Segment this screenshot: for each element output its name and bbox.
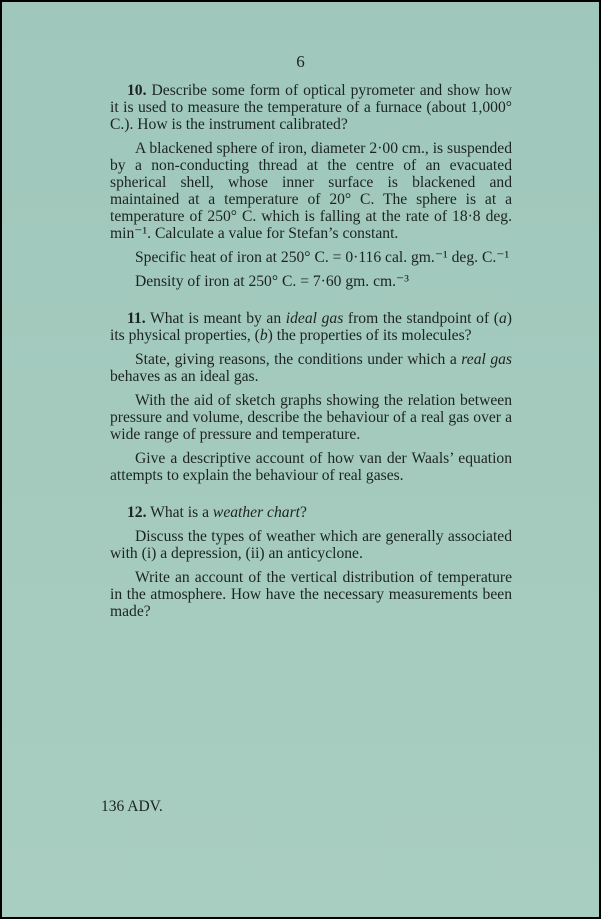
question-11-part-4: Give a descriptive account of how van der Waals’ equation attempts to explain the behaviour of real gases. bbox=[110, 450, 512, 484]
question-10 bbox=[110, 82, 512, 290]
text-run: ) the properties of its molecules? bbox=[267, 327, 472, 344]
question-12 bbox=[110, 504, 512, 620]
emphasis: a bbox=[498, 310, 507, 327]
question-12-part-2: Discuss the types of weather which are generally associated with (i) a depression, (ii) an anticyclone. bbox=[110, 528, 512, 562]
questions bbox=[110, 82, 512, 640]
emphasis: real gas bbox=[461, 351, 512, 368]
text-run: ? bbox=[299, 504, 307, 521]
question-11 bbox=[110, 310, 512, 484]
question-11-part-3: With the aid of sketch graphs showing the relation between pressure and volume, describe the behaviour of a real gas over a wide range of pressure and temperature. bbox=[110, 392, 512, 443]
question-12-part-3: Write an account of the vertical distribution of temperature in the atmosphere. How have the necessary measurements been made? bbox=[110, 569, 512, 620]
exam-page bbox=[2, 2, 599, 917]
emphasis: weather chart bbox=[212, 504, 300, 521]
density-data: Density of iron at 250° C. = 7·60 gm. cm.⁻³ bbox=[135, 273, 409, 290]
text-run: What is a bbox=[150, 504, 213, 521]
question-10-text: Describe some form of optical pyrometer and show how it is used to measure the temperature of a furnace (about 1,000° C.). How is the instrument calibrated? bbox=[110, 82, 512, 133]
text-run: behaves as an ideal gas. bbox=[110, 368, 259, 385]
emphasis: b bbox=[259, 327, 268, 344]
text-run: ) its physical properties, ( bbox=[110, 310, 512, 344]
question-11-intro bbox=[110, 310, 512, 344]
paper-code: 136 ADV. bbox=[101, 798, 163, 815]
text-run: What is meant by an bbox=[150, 310, 286, 327]
emphasis: ideal gas bbox=[285, 310, 344, 327]
text-run: from the standpoint of ( bbox=[343, 310, 499, 327]
specific-heat-data: Specific heat of iron at 250° C. = 0·116 cal. gm.⁻¹ deg. C.⁻¹ bbox=[135, 249, 510, 266]
question-number: 11. bbox=[127, 310, 146, 327]
question-11-part-2 bbox=[110, 351, 512, 385]
question-12-intro bbox=[110, 504, 512, 521]
text-run: State, giving reasons, the conditions under which a bbox=[135, 351, 462, 368]
page-number: 6 bbox=[296, 52, 305, 71]
question-10-problem: A blackened sphere of iron, diameter 2·00 cm., is suspended by a non-conducting thread at the centre of an evacuated spherical shell, whose inner surface is blackened and maintained at a temperature of 20° C. The sphere is at a temperature of 250° C. which is falling at the rate of 18·8 deg. min⁻¹. Calculate a value for Stefan’s constant. bbox=[110, 140, 512, 242]
question-number: 12. bbox=[127, 504, 147, 521]
question-number: 10. bbox=[127, 82, 147, 99]
question-10-intro bbox=[110, 82, 512, 133]
